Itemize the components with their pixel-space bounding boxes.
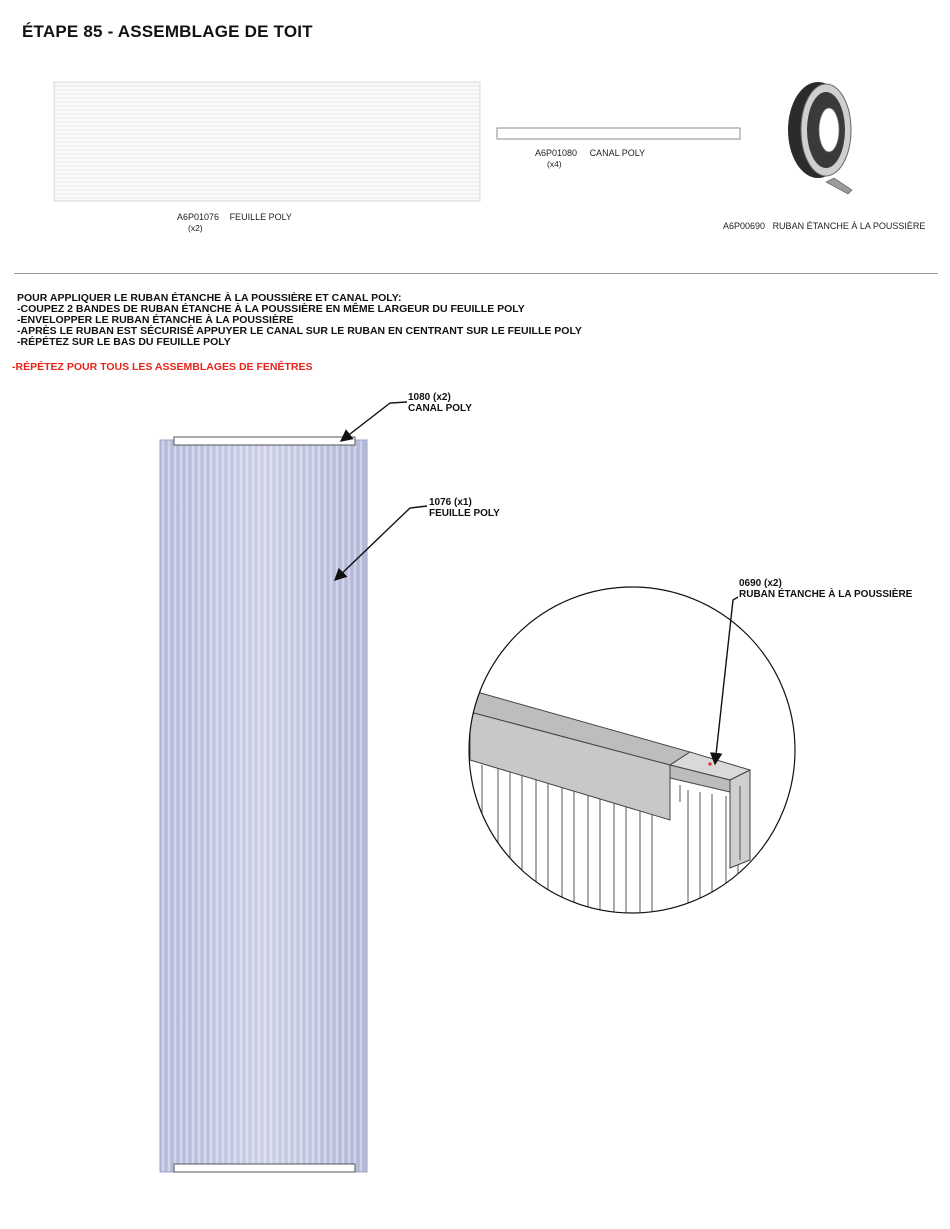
part-code: A6P00690 [723,221,766,231]
callout-ruban [739,578,912,600]
instruction-step: -RÉPÉTEZ SUR LE BAS DU FEUILLE POLY [17,336,231,348]
part-label-feuille-poly [177,212,292,222]
callout-ref: 1076 (x1) [429,497,472,508]
part-code: A6P01080 [535,148,578,158]
part-name: FEUILLE POLY [229,212,292,222]
part-qty: (x4) [547,159,562,169]
instructions-heading: POUR APPLIQUER LE RUBAN ÉTANCHE À LA POUSSIÈRE ET CANAL POLY: [17,292,402,304]
callout-name: FEUILLE POLY [429,508,500,519]
part-code: A6P01076 [177,212,220,222]
part-label-canal-poly [535,148,645,158]
callout-feuille-poly [429,497,500,519]
instruction-step: -APRÈS LE RUBAN EST SÉCURISÉ APPUYER LE CANAL SUR LE RUBAN EN CENTRANT SUR LE FEUILLE POLY [17,325,582,337]
callout-name: CANAL POLY [408,403,472,414]
callout-ref: 1080 (x2) [408,392,451,403]
part-label-ruban [723,221,925,231]
part-qty: (x2) [188,223,203,233]
detail-view [469,587,795,1000]
poly-sheet-drawing [160,437,367,1172]
callout-arrow-channel [341,402,407,441]
divider [14,273,938,274]
instruction-step: -ENVELOPPER LE RUBAN ÉTANCHE À LA POUSSIÈRE [17,314,294,326]
warning-text: -RÉPÉTEZ POUR TOUS LES ASSEMBLAGES DE FENÊTRES [12,361,313,373]
poly-channel-thumbnail [497,128,740,139]
part-name: RUBAN ÉTANCHE À LA POUSSIÈRE [772,221,926,231]
callout-canal-poly [408,392,472,414]
page-title: ÉTAPE 85 - ASSEMBLAGE DE TOIT [22,22,313,41]
callout-name: RUBAN ÉTANCHE À LA POUSSIÈRE [739,589,913,600]
instructions [17,293,582,348]
poly-sheet-thumbnail [54,82,480,201]
tape-roll-image [788,82,852,194]
part-name: CANAL POLY [589,148,646,158]
callout-ref: 0690 (x2) [739,578,782,589]
top-channel [174,437,355,445]
instruction-step: -COUPEZ 2 BANDES DE RUBAN ÉTANCHE À LA POUSSIÈRE EN MÊME LARGEUR DU FEUILLE POLY [17,303,525,315]
bottom-channel [174,1164,355,1172]
